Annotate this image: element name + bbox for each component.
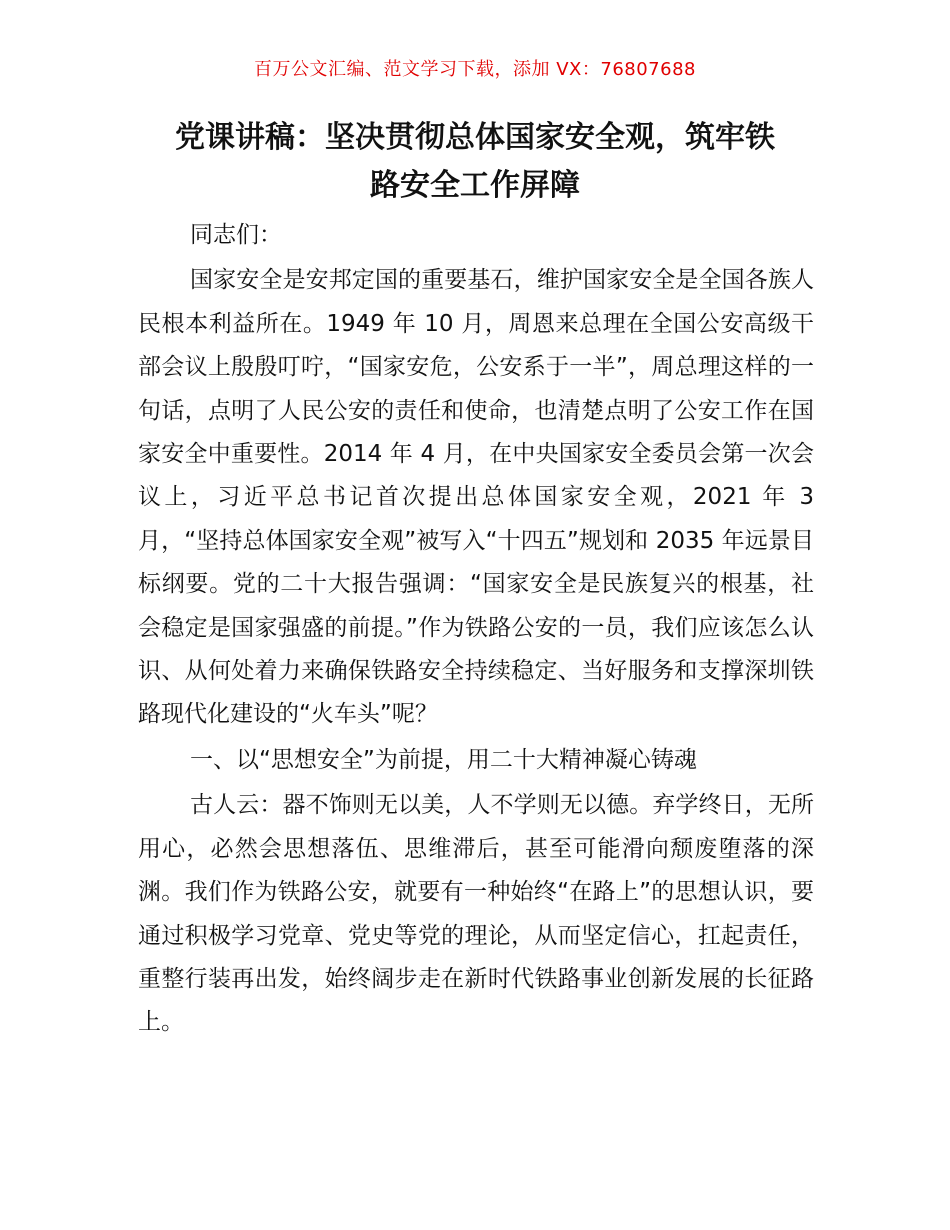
paragraph-intro: 国家安全是安邦定国的重要基石，维护国家安全是全国各族人民根本利益所在。1949 年 10 月，周恩来总理在全国公安高级干部会议上殷殷叮咛，“国家安危，公安系于一半”，周总理这样的一句话，点明了人民公安的责任和使命，也清楚点明了公安工作在国家安全中重要性。2014 年 4 月，在中央国家安全委员会第一次会议上，习近平总书记首次提出总体国家安全观，2021 年 3 月，“坚持总体国家安全观”被写入“十四五”规划和 2035 年远景目标纲要。党的二十大报告强调：“国家安全是民族复兴的根基，社会稳定是国家强盛的前提。”作为铁路公安的一员，我们应该怎么认识、从何处着力来确保铁路安全持续稳定、当好服务和支撑深圳铁路现代化建设的“火车头”呢？ <box>138 267 814 728</box>
header-watermark-note: 百万公文汇编、范文学习下载，添加 VX：76807688 <box>254 59 696 80</box>
title-line-2: 路安全工作屏障 <box>370 168 580 203</box>
document-title <box>130 114 820 210</box>
document-body <box>138 214 814 1045</box>
greeting: 同志们： <box>190 222 282 248</box>
paragraph-section-1: 古人云：器不饰则无以美，人不学则无以德。弃学终日，无所用心，必然会思想落伍、思维滞后，甚至可能滑向颓废堕落的深渊。我们作为铁路公安，就要有一种始终“在路上”的思想认识，要通过积极学习党章、党史等党的理论，从而坚定信心，扛起责任，重整行装再出发，始终阔步走在新时代铁路事业创新发展的长征路上。 <box>138 792 814 1036</box>
title-line-1: 党课讲稿：坚决贯彻总体国家安全观，筑牢铁 <box>175 120 775 155</box>
section-heading-1: 一、以“思想安全”为前提，用二十大精神凝心铸魂 <box>190 746 697 773</box>
